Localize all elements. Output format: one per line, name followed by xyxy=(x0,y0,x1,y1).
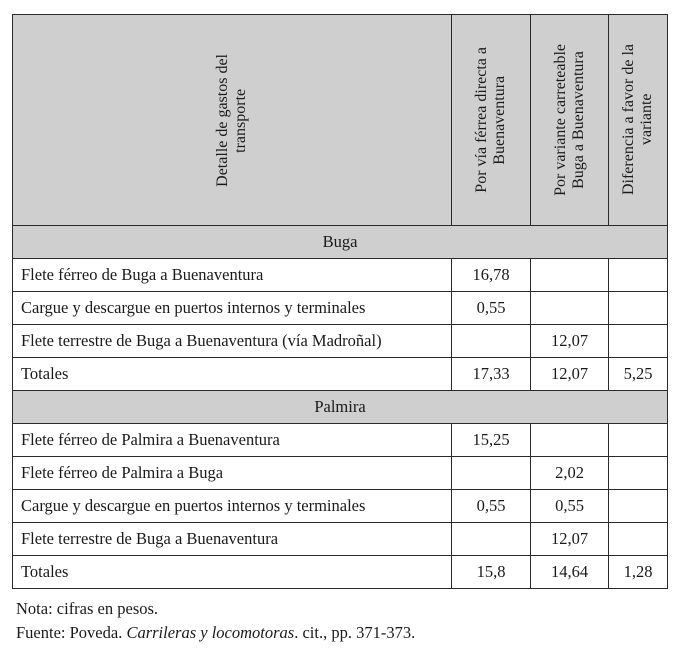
cell-diferencia xyxy=(609,292,668,325)
cell-ferrea xyxy=(452,457,531,490)
table-notes xyxy=(16,597,415,645)
cell-ferrea: 0,55 xyxy=(452,292,531,325)
cell-carreteable: 0,55 xyxy=(531,490,609,523)
table-row xyxy=(13,490,668,523)
header-detalle: Detalle de gastos del transporte xyxy=(13,15,452,226)
cell-diferencia xyxy=(609,325,668,358)
row-label: Flete férreo de Palmira a Buenaventura xyxy=(13,424,452,457)
section-row-palmira xyxy=(13,391,668,424)
cell-diferencia xyxy=(609,523,668,556)
table-row xyxy=(13,325,668,358)
header-carreteable: Por variante carreteable Buga a Buenaventura xyxy=(531,15,609,226)
row-label: Flete terrestre de Buga a Buenaventura (vía Madroñal) xyxy=(13,325,452,358)
cell-diferencia xyxy=(609,424,668,457)
cell-ferrea: 17,33 xyxy=(452,358,531,391)
cell-carreteable xyxy=(531,259,609,292)
cell-carreteable: 14,64 xyxy=(531,556,609,589)
cell-diferencia: 1,28 xyxy=(609,556,668,589)
header-diferencia: Diferencia a favor de la variante xyxy=(609,15,668,226)
row-label: Flete terrestre de Buga a Buenaventura xyxy=(13,523,452,556)
row-label: Cargue y descargue en puertos internos y terminales xyxy=(13,490,452,523)
cell-diferencia: 5,25 xyxy=(609,358,668,391)
section-title: Buga xyxy=(13,226,668,259)
cell-ferrea: 16,78 xyxy=(452,259,531,292)
cell-diferencia xyxy=(609,457,668,490)
cell-carreteable: 12,07 xyxy=(531,523,609,556)
cell-ferrea xyxy=(452,325,531,358)
cell-ferrea: 15,8 xyxy=(452,556,531,589)
row-label: Totales xyxy=(13,556,452,589)
cell-diferencia xyxy=(609,490,668,523)
cell-ferrea: 0,55 xyxy=(452,490,531,523)
row-label: Totales xyxy=(13,358,452,391)
cell-ferrea xyxy=(452,523,531,556)
table-row xyxy=(13,457,668,490)
source-title: Carrileras y locomotoras xyxy=(126,623,295,642)
cell-carreteable: 12,07 xyxy=(531,325,609,358)
cell-carreteable: 2,02 xyxy=(531,457,609,490)
totals-row xyxy=(13,358,668,391)
row-label: Cargue y descargue en puertos internos y terminales xyxy=(13,292,452,325)
section-row-buga xyxy=(13,226,668,259)
note-line: Nota: cifras en pesos. xyxy=(16,599,159,618)
transport-cost-table xyxy=(12,14,668,589)
source-prefix: Fuente: Poveda. xyxy=(16,623,123,642)
table-row xyxy=(13,292,668,325)
row-label: Flete férreo de Buga a Buenaventura xyxy=(13,259,452,292)
source-suffix: . cit., pp. 371-373. xyxy=(294,623,416,642)
table-row xyxy=(13,259,668,292)
cell-carreteable xyxy=(531,424,609,457)
table-row xyxy=(13,424,668,457)
header-ferrea: Por vía férrea directa a Buenaventura xyxy=(452,15,531,226)
row-label: Flete férreo de Palmira a Buga xyxy=(13,457,452,490)
totals-row xyxy=(13,556,668,589)
cell-ferrea: 15,25 xyxy=(452,424,531,457)
header-row xyxy=(13,15,668,226)
cell-diferencia xyxy=(609,259,668,292)
section-title: Palmira xyxy=(13,391,668,424)
cell-carreteable: 12,07 xyxy=(531,358,609,391)
table-row xyxy=(13,523,668,556)
cell-carreteable xyxy=(531,292,609,325)
source-line xyxy=(16,621,415,645)
